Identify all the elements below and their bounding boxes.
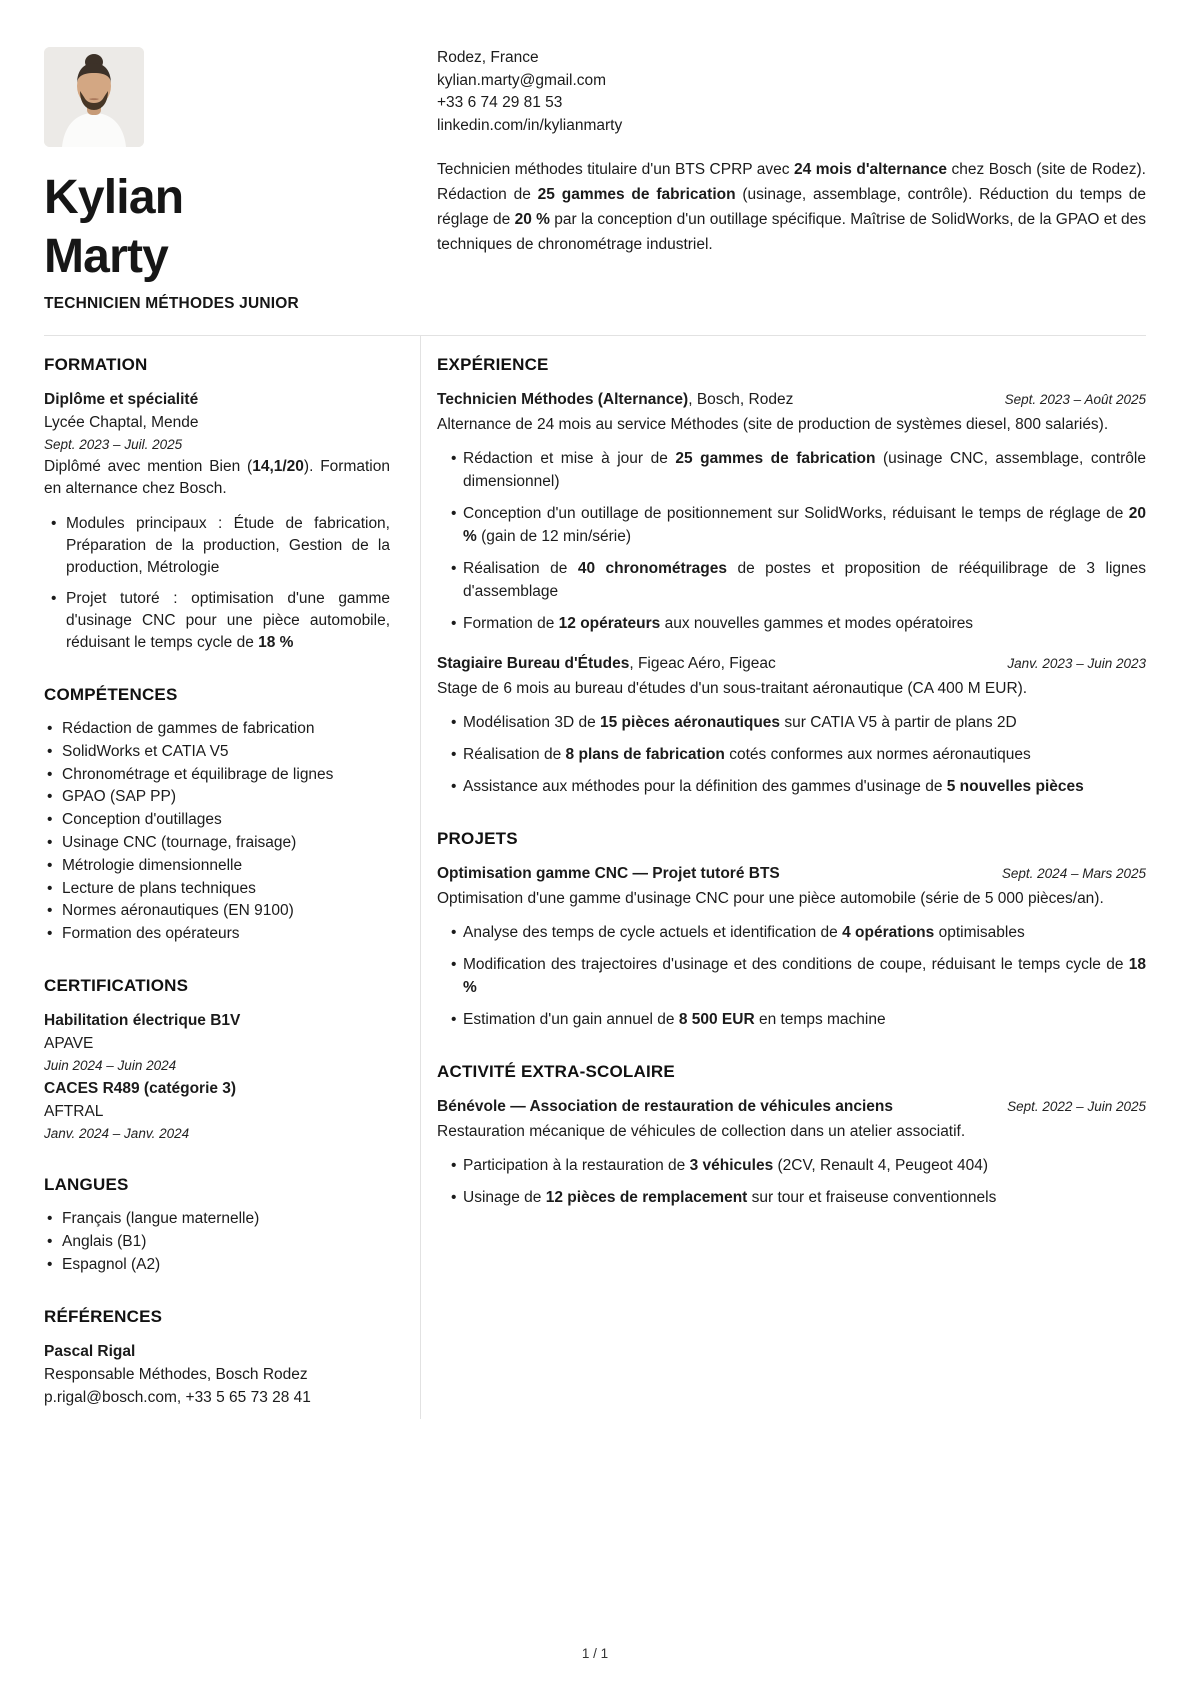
project-header: [437, 862, 1146, 885]
competence-item: • Lecture de plans techniques: [62, 878, 390, 900]
langue-item: • Français (langue maternelle): [62, 1208, 390, 1230]
left-column: [44, 336, 390, 1419]
contact-linkedin: linkedin.com/in/kylianmarty: [437, 116, 623, 134]
job-headline: TECHNICIEN MÉTHODES JUNIOR: [44, 295, 299, 312]
contact-phone: +33 6 74 29 81 53: [437, 94, 563, 111]
experience-entry: [437, 388, 1146, 635]
job-bullet: • Formation de 12 opérateurs aux nouvelles gammes et modes opératoires: [463, 612, 1146, 635]
certification-org: AFTRAL: [44, 1103, 104, 1121]
reference-role: Responsable Méthodes, Bosch Rodez: [44, 1366, 308, 1384]
extra-dates: Sept. 2022 – Juin 2025: [1007, 1099, 1146, 1114]
competences-list: [44, 718, 390, 945]
contact-location: Rodez, France: [437, 49, 539, 66]
contact-email: kylian.marty@gmail.com: [437, 71, 607, 89]
reference-contact: p.rigal@bosch.com, +33 5 65 73 28 41: [44, 1389, 311, 1407]
formation-heading: FORMATION: [44, 355, 148, 374]
section-langues: [44, 1175, 390, 1276]
job-bullet: • Conception d'un outillage de positionnement sur SolidWorks, réduisant le temps de réglage de 20 % (gain de 12 min/série): [463, 502, 1146, 548]
project-dates: Sept. 2024 – Mars 2025: [1001, 866, 1146, 881]
extra-description: Restauration mécanique de véhicules de collection dans un atelier associatif.: [437, 1123, 966, 1140]
competence-item: • GPAO (SAP PP): [62, 786, 390, 808]
extra-bullet-list: [437, 1154, 1146, 1209]
competences-heading: COMPÉTENCES: [44, 685, 178, 704]
extra-entry: [437, 1095, 1146, 1209]
header-contact-summary: [420, 47, 1146, 313]
job-dates: Sept. 2023 – Août 2025: [1004, 392, 1146, 407]
experience-heading: EXPÉRIENCE: [437, 355, 549, 374]
certification-title: CACES R489 (catégorie 3): [44, 1080, 237, 1098]
project-bullet: • Modification des trajectoires d'usinage et des conditions de coupe, réduisant le temps cycle de 18 %: [463, 953, 1146, 999]
first-name: Kylian: [44, 171, 184, 224]
certification-org: APAVE: [44, 1035, 94, 1053]
candidate-name: [44, 168, 390, 286]
extra-header: [437, 1095, 1146, 1118]
extra-title: Bénévole — Association de restauration de véhicules anciens: [437, 1098, 893, 1115]
section-certifications: [44, 976, 390, 1144]
formation-degree: Diplôme et spécialité: [44, 391, 199, 408]
job-bullet: • Modélisation 3D de 15 pièces aéronautiques sur CATIA V5 à partir de plans 2D: [463, 711, 1146, 734]
section-experience: [437, 355, 1146, 798]
formation-school: Lycée Chaptal, Mende: [44, 414, 199, 431]
formation-dates: Sept. 2023 – Juil. 2025: [44, 437, 183, 452]
profile-summary: Technicien méthodes titulaire d'un BTS CPRP avec 24 mois d'alternance chez Bosch (site de Rodez). Rédaction de 25 gammes de fabrication (usinage, assemblage, contrôle). Réduction du temps de réglage de 20 % par la conception d'un outillage spécifique. Maîtrise de SolidWorks, de la GPAO et des techniques de chronométrage industriel.: [437, 161, 1147, 253]
langues-heading: LANGUES: [44, 1175, 129, 1195]
competence-item: • Usinage CNC (tournage, fraisage): [62, 832, 390, 854]
langue-item: • Espagnol (A2): [62, 1254, 390, 1276]
job-bullet: • Réalisation de 8 plans de fabrication cotés conformes aux normes aéronautiques: [463, 743, 1146, 766]
certification-item: [44, 1077, 390, 1144]
formation-bullet: • Projet tutoré : optimisation d'une gamme d'usinage CNC pour une pièce automobile, réduisant le temps cycle de 18 %: [66, 588, 390, 654]
person-portrait-icon: [44, 47, 144, 147]
project-bullet-list: [437, 921, 1146, 1031]
profile-photo: [44, 47, 144, 147]
project-entry: [437, 862, 1146, 1031]
section-extra-scolaire: [437, 1062, 1146, 1209]
job-description: Stage de 6 mois au bureau d'études d'un sous-traitant aéronautique (CA 400 M EUR).: [437, 680, 1028, 697]
header: [44, 47, 1146, 313]
certifications-heading: CERTIFICATIONS: [44, 976, 189, 996]
last-name: Marty: [44, 230, 169, 283]
job-header: [437, 388, 1146, 411]
extra-heading: ACTIVITÉ EXTRA-SCOLAIRE: [437, 1062, 675, 1081]
certification-item: [44, 1009, 390, 1076]
job-bullet: • Assistance aux méthodes pour la définition des gammes d'usinage de 5 nouvelles pièces: [463, 775, 1146, 798]
project-description: Optimisation d'une gamme d'usinage CNC pour une pièce automobile (série de 5 000 pièces/an).: [437, 890, 1104, 907]
references-heading: RÉFÉRENCES: [44, 1307, 163, 1327]
competence-item: • SolidWorks et CATIA V5: [62, 741, 390, 763]
job-title: Technicien Méthodes (Alternance), Bosch, Rodez: [437, 391, 794, 408]
extra-bullet: • Usinage de 12 pièces de remplacement sur tour et fraiseuse conventionnels: [463, 1186, 1146, 1209]
job-bullet-list: [437, 711, 1146, 798]
content-columns: [44, 336, 1146, 1419]
job-header: [437, 652, 1146, 675]
competence-item: • Normes aéronautiques (EN 9100): [62, 900, 390, 922]
job-bullet-list: [437, 447, 1146, 635]
competence-item: • Rédaction de gammes de fabrication: [62, 718, 390, 740]
section-formation: [44, 355, 390, 654]
section-competences: [44, 685, 390, 945]
page-indicator: 1 / 1: [581, 1646, 609, 1661]
job-bullet: • Rédaction et mise à jour de 25 gammes de fabrication (usinage CNC, assemblage, contrôle dimensionnel): [463, 447, 1146, 493]
langue-item: • Anglais (B1): [62, 1231, 390, 1253]
formation-bullet: • Modules principaux : Étude de fabrication, Préparation de la production, Gestion de la production, Métrologie: [66, 513, 390, 579]
competence-item: • Métrologie dimensionnelle: [62, 855, 390, 877]
job-description: Alternance de 24 mois au service Méthodes (site de production de systèmes diesel, 800 salariés).: [437, 416, 1109, 433]
section-references: [44, 1307, 390, 1409]
extra-bullet: • Participation à la restauration de 3 véhicules (2CV, Renault 4, Peugeot 404): [463, 1154, 1146, 1177]
formation-bullet-list: [44, 513, 390, 654]
section-projets: [437, 829, 1146, 1031]
project-bullet: • Analyse des temps de cycle actuels et identification de 4 opérations optimisables: [463, 921, 1146, 944]
project-title: Optimisation gamme CNC — Projet tutoré BTS: [437, 865, 780, 882]
reference-name: Pascal Rigal: [44, 1343, 136, 1361]
certification-dates: Janv. 2024 – Janv. 2024: [44, 1126, 190, 1142]
project-bullet: • Estimation d'un gain annuel de 8 500 EUR en temps machine: [463, 1008, 1146, 1031]
competence-item: • Formation des opérateurs: [62, 923, 390, 945]
competence-item: • Conception d'outillages: [62, 809, 390, 831]
projets-heading: PROJETS: [437, 829, 518, 848]
header-identity: [44, 47, 390, 313]
formation-description: Diplômé avec mention Bien (14,1/20). Formation en alternance chez Bosch.: [44, 458, 390, 497]
right-column: [420, 336, 1146, 1419]
certification-dates: Juin 2024 – Juin 2024: [44, 1058, 177, 1074]
langues-list: [44, 1208, 390, 1276]
job-title: Stagiaire Bureau d'Études, Figeac Aéro, Figeac: [437, 655, 776, 672]
job-dates: Janv. 2023 – Juin 2023: [1007, 656, 1146, 671]
certification-title: Habilitation électrique B1V: [44, 1012, 241, 1030]
experience-entry: [437, 652, 1146, 798]
competence-item: • Chronométrage et équilibrage de lignes: [62, 764, 390, 786]
job-bullet: • Réalisation de 40 chronométrages de postes et proposition de rééquilibrage de 3 lignes d'assemblage: [463, 557, 1146, 603]
